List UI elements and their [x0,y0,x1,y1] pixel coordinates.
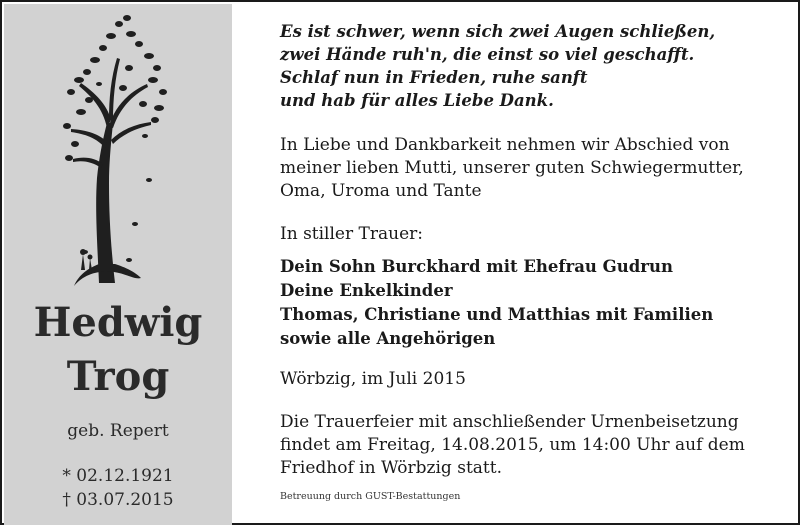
family-line: Thomas, Christiane und Matthias mit Familien [280,305,714,324]
poem-line: Es ist schwer, wenn sich zwei Augen schließen, [280,22,716,41]
family-line: Dein Sohn Burckhard mit Ehefrau Gudrun [280,257,673,276]
family-line: Deine Enkelkinder [280,281,453,300]
family-line: sowie alle Angehörigen [280,329,496,348]
poem-line: zwei Hände ruh'n, die einst so viel geschafft. [280,45,695,64]
farewell-intro [280,134,744,203]
place-date: Wörbzig, im Juli 2015 [280,369,466,389]
funeral-line: Friedhof in Wörbzig statt. [280,458,502,478]
poem-line: und hab für alles Liebe Dank. [280,91,554,110]
deceased-last-name: Trog [66,353,170,400]
left-panel [4,4,232,525]
birth-name: geb. Repert [67,421,169,441]
funeral-info [280,411,745,480]
funeral-home-credit: Betreuung durch GUST-Bestattungen [280,491,461,502]
death-date: † 03.07.2015 [62,490,174,510]
funeral-line: findet am Freitag, 14.08.2015, um 14:00 Uhr auf dem [280,435,745,455]
family-list [280,255,713,351]
funeral-line: Die Trauerfeier mit anschließender Urnenbeisetzung [280,412,739,432]
birth-date: * 02.12.1921 [62,466,174,486]
life-dates [4,464,232,512]
mourning-heading: In stiller Trauer: [280,224,423,244]
poem-line: Schlaf nun in Frieden, ruhe sanft [280,68,588,87]
deceased-first-name: Hedwig [33,299,203,346]
intro-line: Oma, Uroma und Tante [280,181,482,201]
poem [280,20,715,112]
intro-line: meiner lieben Mutti, unserer guten Schwiegermutter, [280,158,744,178]
tree-illustration [59,8,174,288]
intro-line: In Liebe und Dankbarkeit nehmen wir Abschied von [280,135,730,155]
